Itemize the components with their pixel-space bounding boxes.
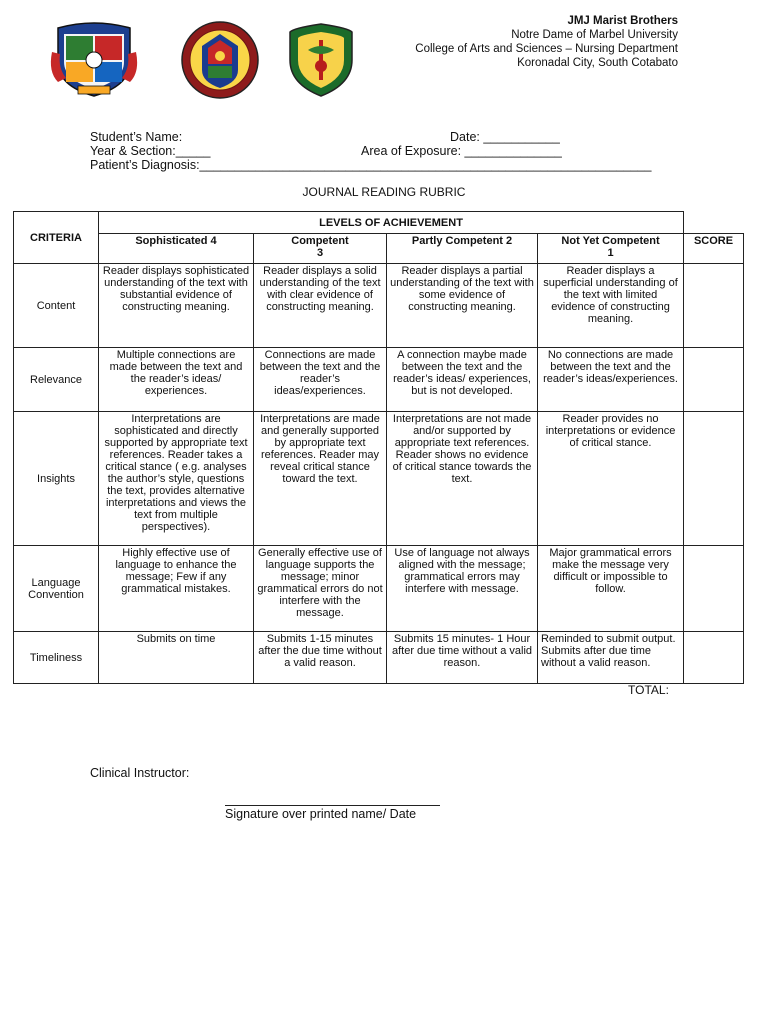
rubric-cell: Reader displays a partial understanding of the text with some evidence of constructing meaning.	[387, 264, 538, 348]
rubric-cell: Interpretations are not made and/or supported by appropriate text references. Reader shows no evidence of critical stance towards the text.	[387, 412, 538, 546]
rubric-cell: Highly effective use of language to enhance the message; Few if any grammatical mistakes.	[99, 546, 254, 632]
rubric-cell: Interpretations are sophisticated and directly supported by appropriate text references. Reader takes a critical stance ( e.g. analyses the author’s style, questions the text, provides alternative interpretations and views the text from multiple perspectives).	[99, 412, 254, 546]
rubric-table	[13, 211, 744, 684]
rubric-cell: Major grammatical errors make the message very difficult or impossible to follow.	[538, 546, 684, 632]
table-row	[14, 632, 744, 684]
criterion-insights: Insights	[14, 412, 99, 546]
criteria-header: CRITERIA	[14, 212, 99, 264]
rubric-cell: Reader displays sophisticated understanding of the text with substantial evidence of constructing meaning.	[99, 264, 254, 348]
clinical-instructor-label: Clinical Instructor:	[90, 766, 190, 780]
criterion-timeliness: Timeliness	[14, 632, 99, 684]
year-section-field[interactable]: Year & Section:_____	[90, 144, 211, 158]
patient-diagnosis-field[interactable]: Patient’s Diagnosis:_________________________________________________________________	[90, 158, 652, 172]
rubric-cell: No connections are made between the text and the reader’s ideas/experiences.	[538, 348, 684, 412]
rubric-cell: Submits 1-15 minutes after the due time without a valid reason.	[254, 632, 387, 684]
rubric-cell: Reader provides no interpretations or evidence of critical stance.	[538, 412, 684, 546]
score-cell-content[interactable]	[684, 264, 744, 348]
signature-label: Signature over printed name/ Date	[225, 807, 417, 821]
university-name: Notre Dame of Marbel University	[511, 29, 678, 41]
table-row	[14, 412, 744, 546]
rubric-title: JOURNAL READING RUBRIC	[302, 185, 466, 199]
date-field[interactable]: Date: ___________	[450, 130, 560, 144]
level-header-sophisticated: Sophisticated 4	[99, 234, 254, 264]
rubric-cell: Reminded to submit output. Submits after due time without a valid reason.	[538, 632, 684, 684]
rubric-cell: Connections are made between the text and the reader’s ideas/experiences.	[254, 348, 387, 412]
rubric-cell: Submits on time	[99, 632, 254, 684]
rubric-cell: Use of language not always aligned with the message; grammatical errors may interfere with message.	[387, 546, 538, 632]
area-of-exposure-field[interactable]: Area of Exposure: ______________	[361, 144, 562, 158]
criterion-language-convention: Language Convention	[14, 546, 99, 632]
rubric-cell: A connection maybe made between the text and the reader’s ideas/ experiences, but is not developed.	[387, 348, 538, 412]
rubric-cell: Multiple connections are made between the text and the reader’s ideas/ experiences.	[99, 348, 254, 412]
score-cell-language-convention[interactable]	[684, 546, 744, 632]
table-row	[14, 264, 744, 348]
university-seal-icon	[48, 22, 140, 98]
org-name: JMJ Marist Brothers	[567, 15, 678, 27]
college-of-arts-and-sciences-seal-icon	[178, 20, 262, 100]
level-header-partly-competent: Partly Competent 2	[387, 234, 538, 264]
criterion-relevance: Relevance	[14, 348, 99, 412]
score-cell-timeliness[interactable]	[684, 632, 744, 684]
score-cell-insights[interactable]	[684, 412, 744, 546]
rubric-cell: Reader displays a solid understanding of the text with clear evidence of constructing meaning.	[254, 264, 387, 348]
rubric-cell: Reader displays a superficial understanding of the text with limited evidence of constructing meaning.	[538, 264, 684, 348]
table-row	[14, 348, 744, 412]
student-fields	[90, 130, 690, 172]
rubric-cell: Generally effective use of language supports the message; minor grammatical errors do not interfere with the message.	[254, 546, 387, 632]
level-header-not-yet-competent: Not Yet Competent 1	[538, 234, 684, 264]
student-name-field[interactable]: Student’s Name:	[90, 130, 183, 144]
location: Koronadal City, South Cotabato	[517, 57, 678, 69]
score-header: SCORE	[684, 234, 744, 264]
nursing-department-seal-icon	[286, 22, 356, 98]
college-name: College of Arts and Sciences – Nursing Department	[415, 43, 678, 55]
rubric-cell: Interpretations are made and generally supported by appropriate text references. Reader may reveal critical stance toward the text.	[254, 412, 387, 546]
table-row	[14, 546, 744, 632]
levels-header: LEVELS OF ACHIEVEMENT	[99, 212, 684, 234]
score-cell-relevance[interactable]	[684, 348, 744, 412]
institution-header	[415, 14, 678, 70]
logo-group	[48, 20, 358, 100]
signature-line[interactable]	[225, 805, 440, 806]
criterion-content: Content	[14, 264, 99, 348]
level-header-competent: Competent 3	[254, 234, 387, 264]
rubric-cell: Submits 15 minutes- 1 Hour after due time without a valid reason.	[387, 632, 538, 684]
total-label: TOTAL:	[628, 683, 669, 697]
